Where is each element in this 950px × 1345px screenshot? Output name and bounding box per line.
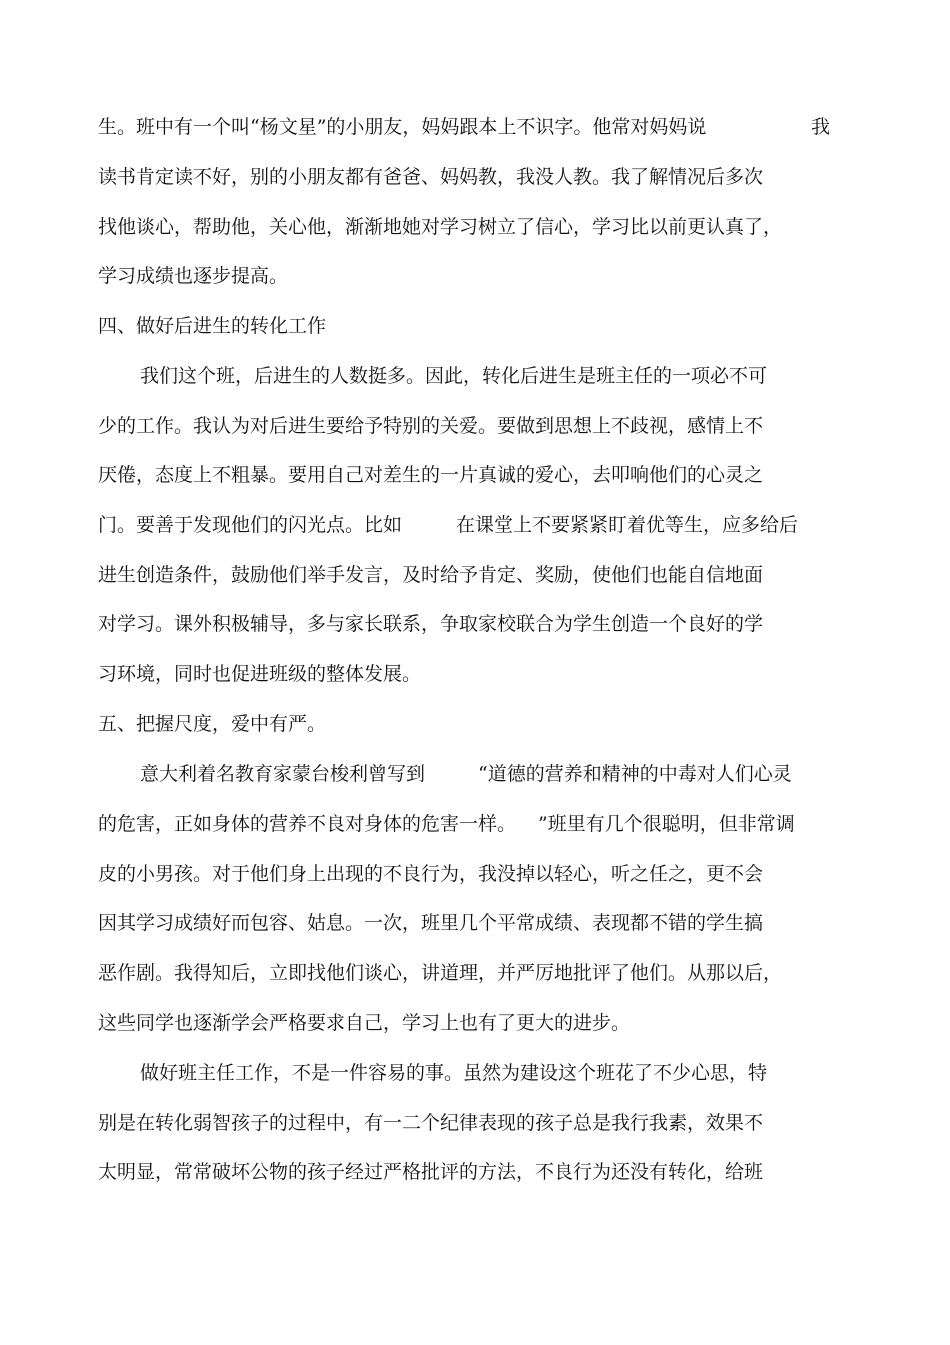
text-segment: 的危害，正如身体的营养不良对身体的危害一样。 xyxy=(98,813,517,835)
text-segment: 读书肯定读不好，别的小朋友都有爸爸、妈妈教，我没人教。我了解情况后多次 xyxy=(98,166,764,188)
text-segment: ”班里有几个很聪明，但非常调 xyxy=(538,813,795,835)
text-segment: 我 xyxy=(811,116,831,138)
text-segment: 生。班中有一个叫“杨文星”的小朋友，妈妈跟本上不识字。他常对妈妈说 xyxy=(98,116,707,138)
section-heading xyxy=(98,313,327,391)
text-segment: 厌倦，态度上不粗暴。要用自己对差生的一片真诚的爱心，去叩响他们的心灵之 xyxy=(98,464,764,486)
text-segment: 太明显，常常破坏公物的孩子经过严格批评的方法，不良行为还没有转化，给班 xyxy=(98,1161,764,1183)
text-segment: 因其学习成绩好而包容、姑息。一次，班里几个平常成绩、表现都不错的学生搞 xyxy=(98,912,764,934)
text-segment: 皮的小男孩。对于他们身上出现的不良行为，我没掉以轻心，听之任之，更不会 xyxy=(98,863,764,885)
text-segment: 习环境，同时也促进班级的整体发展。 xyxy=(98,663,422,685)
text-segment: 找他谈心，帮助他，关心他，渐渐地她对学习树立了信心，学习比以前更认真了， xyxy=(98,216,783,238)
text-segment: 进生创造条件，鼓励他们举手发言，及时给予肯定、奖励，使他们也能自信地面 xyxy=(98,564,764,586)
text-segment: “道德的营养和精神的中毒对人们心灵 xyxy=(478,763,792,785)
text-line xyxy=(98,1159,764,1237)
text-segment: 恶作剧。我得知后，立即找他们谈心，讲道理，并严厉地批评了他们。从那以后， xyxy=(98,962,783,984)
text-segment: 五、把握尺度，爱中有严。 xyxy=(98,713,327,735)
text-segment: 做好班主任工作，不是一件容易的事。虽然为建设这个班花了不少心思，特 xyxy=(140,1062,768,1084)
text-segment: 在课堂上不要紧紧盯着优等生，应多给后 xyxy=(456,514,799,536)
text-segment: 意大利着名教育家蒙台梭利曾写到 xyxy=(140,763,426,785)
text-segment: 别是在转化弱智孩子的过程中，有一二个纪律表现的孩子总是我行我素，效果不 xyxy=(98,1112,764,1134)
text-segment: 门。要善于发现他们的闪光点。比如 xyxy=(98,514,403,536)
text-segment: 我们这个班，后进生的人数挺多。因此，转化后进生是班主任的一项必不可 xyxy=(140,365,768,387)
text-segment: 少的工作。我认为对后进生要给予特别的关爱。要做到思想上不歧视，感情上不 xyxy=(98,415,764,437)
text-segment: 这些同学也逐渐学会严格要求自己，学习上也有了更大的进步。 xyxy=(98,1012,631,1034)
text-segment: 学习成绩也逐步提高。 xyxy=(98,265,289,287)
text-segment: 四、做好后进生的转化工作 xyxy=(98,315,327,337)
text-segment: 对学习。课外积极辅导，多与家长联系，争取家校联合为学生创造一个良好的学 xyxy=(98,613,764,635)
